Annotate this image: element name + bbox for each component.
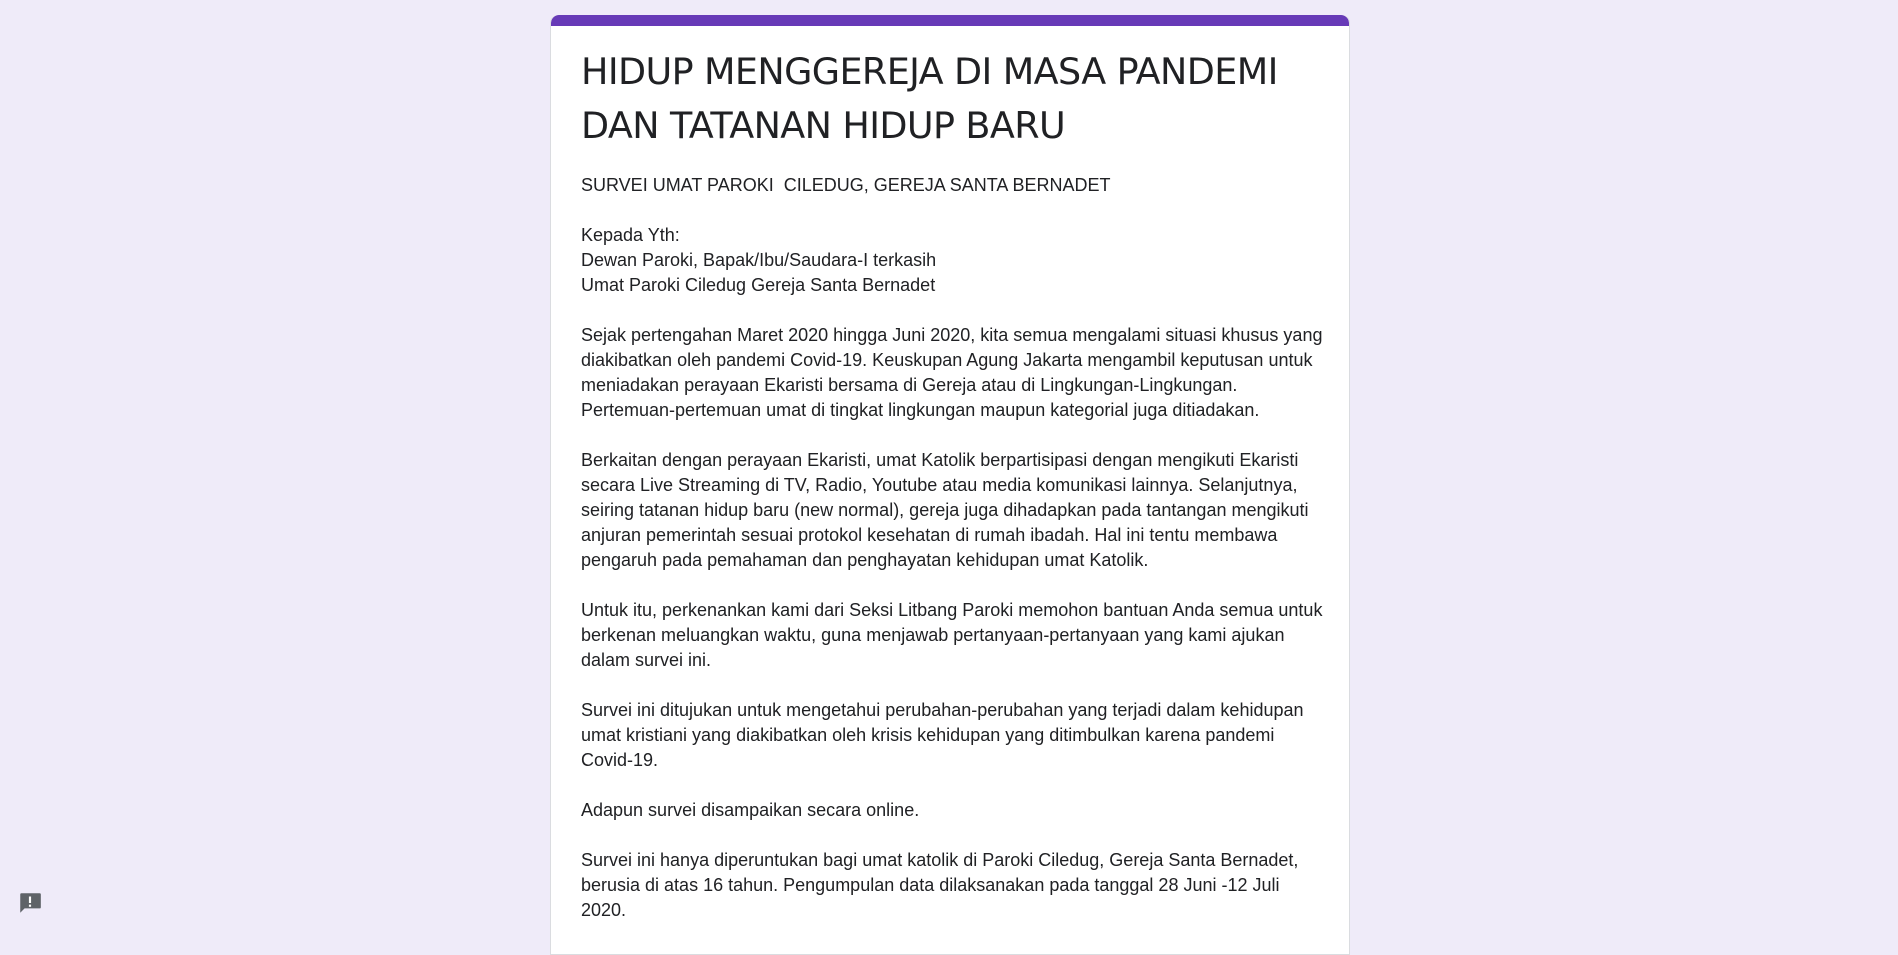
report-feedback-button[interactable] — [16, 890, 44, 916]
form-description: SURVEI UMAT PAROKI CILEDUG, GEREJA SANTA BERNADET Kepada Yth: Dewan Paroki, Bapak/Ibu/Saudara-I terkasih Umat Paroki Ciledug Gereja Santa Bernadet Sejak pertengahan Maret 2020 hingga Juni 2020, kita semua mengalami situasi khusus yang diakibatkan oleh pandemi Covid-19. Keuskupan Agung Jakarta mengambil keputusan untuk meniadakan perayaan Ekaristi bersama di Gereja atau di Lingkungan-Lingkungan. Pertemuan-pertemuan umat di tingkat lingkungan maupun kategorial juga ditiadakan. Berkaitan dengan perayaan Ekaristi, umat Katolik berpartisipasi dengan mengikuti Ekaristi secara Live Streaming di TV, Radio, Youtube atau media komunikasi lainnya. Selanjutnya, seiring tatanan hidup baru (new normal), gereja juga dihadapkan pada tantangan mengikuti anjuran pemerintah sesuai protokol kesehatan di rumah ibadah. Hal ini tentu membawa pengaruh pada pemahaman dan penghayatan kehidupan umat Katolik. Untuk itu, perkenankan kami dari Seksi Litbang Paroki memohon bantuan Anda semua untuk berkenan meluangkan waktu, guna menjawab pertanyaan-pertanyaan yang kami ajukan dalam survei ini. Survei ini ditujukan untuk mengetahui perubahan-perubahan yang terjadi dalam kehidupan umat kristiani yang diakibatkan oleh krisis kehidupan yang ditimbulkan karena pandemi Covid-19. Adapun survei disampaikan secara online. Survei ini hanya diperuntukan bagi umat katolik di Paroki Ciledug, Gereja Santa Bernadet, berusia di atas 16 tahun. Pengumpulan data dilaksanakan pada tanggal 28 Juni -12 Juli 2020. — [581, 175, 1323, 920]
form-title: HIDUP MENGGEREJA DI MASA PANDEMI DAN TATANAN HIDUP BARU — [581, 50, 1278, 147]
form-accent-bar — [551, 15, 1349, 26]
report-feedback-icon — [17, 890, 43, 916]
form-header-card — [550, 15, 1350, 955]
form-header-content — [581, 45, 1326, 923]
